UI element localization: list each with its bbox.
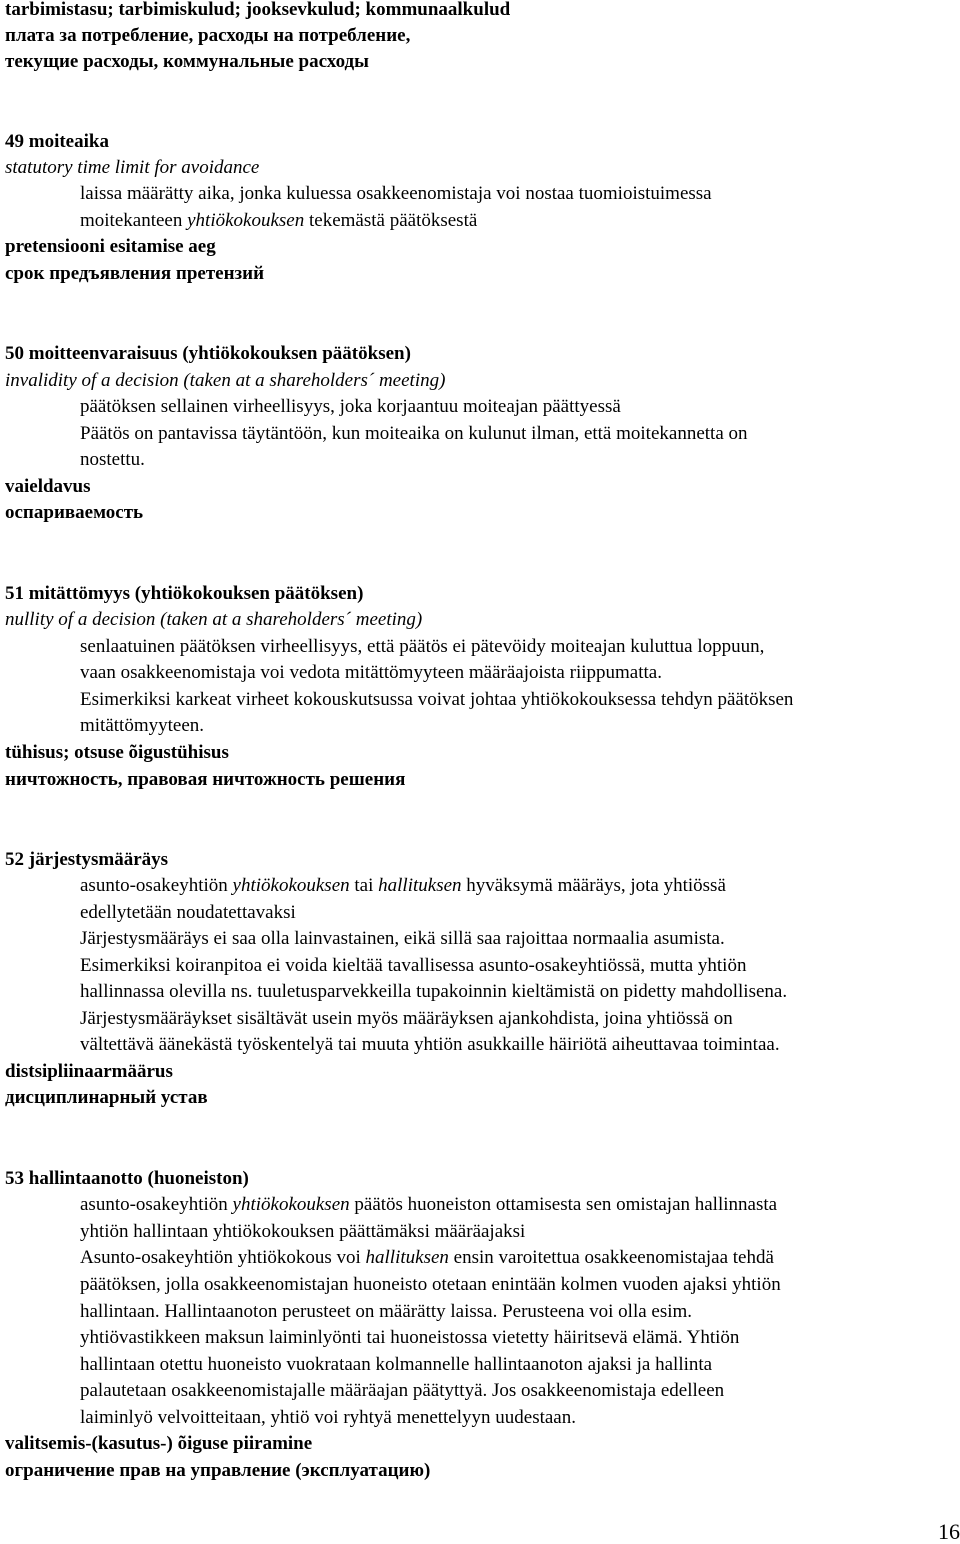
ru-translation: ничтожность, правовая ничтожность решения (5, 769, 406, 790)
example-line: yhtiövastikkeen maksun laiminlyönti tai huoneistossa vietetty häiritsevä elämä. Yhtiön (80, 1327, 740, 1348)
example-line: mitättömyyteen. (80, 715, 205, 736)
et-translation: tühisus; otsuse õigustühisus (5, 742, 229, 763)
example-line: laiminlyö velvoitteitaan, yhtiö voi ryhtyä menettelyyn uudestaan. (80, 1407, 576, 1428)
definition-line: edellytetään noudatettavaksi (80, 902, 296, 923)
et-translation: distsipliinaarmäärus (5, 1061, 173, 1082)
example-line: nostettu. (80, 449, 145, 470)
definition-line: moitekanteen yhtiökokouksen tekemästä päätöksestä (80, 210, 478, 231)
example-line: vältettävä äänekästä työskentelyä tai muuta yhtiön asukkaille häiriötä aiheuttavaa toimintaa. (80, 1034, 780, 1055)
en-term: invalidity of a decision (taken at a shareholders´ meeting) (5, 370, 446, 391)
ru-translation: плата за потребление, расходы на потребление, (5, 25, 411, 46)
example-line: Päätös on pantavissa täytäntöön, kun moiteaika on kulunut ilman, että moitekannetta on (80, 423, 748, 444)
example-line: päätöksen, jolla osakkeenomistajan huoneisto otetaan enintään kolmen vuoden ajaksi yhtiön (80, 1274, 781, 1295)
et-translation: tarbimistasu; tarbimiskulud; jooksevkulud; kommunaalkulud (5, 0, 511, 20)
entry-heading: 49 moiteaika (5, 131, 109, 152)
example-line: palautetaan osakkeenomistajalle määräajan päätyttyä. Jos osakkeenomistaja edelleen (80, 1380, 725, 1401)
entry-heading: 53 hallintaanotto (huoneiston) (5, 1168, 249, 1189)
example-line: hallintaan otettu huoneisto vuokrataan kolmannelle hallintaanoton ajaksi ja hallinta (80, 1354, 713, 1375)
et-translation: vaieldavus (5, 476, 91, 497)
page-number: 16 (938, 1519, 960, 1544)
et-translation: valitsemis-(kasutus-) õiguse piiramine (5, 1433, 313, 1454)
en-term: statutory time limit for avoidance (5, 157, 260, 178)
definition-line: laissa määrätty aika, jonka kuluessa osakkeenomistaja voi nostaa tuomioistuimessa (80, 183, 712, 204)
entry-heading: 51 mitättömyys (yhtiökokouksen päätöksen) (5, 583, 364, 604)
et-translation: pretensiooni esitamise aeg (5, 236, 216, 257)
en-term: nullity of a decision (taken at a shareholders´ meeting) (5, 609, 423, 630)
ru-translation: оспариваемость (5, 502, 144, 523)
example-line: Asunto-osakeyhtiön yhtiökokous voi hallituksen ensin varoitettua osakkeenomistajaa tehdä (80, 1247, 774, 1268)
example-line: Esimerkiksi karkeat virheet kokouskutsussa voivat johtaa yhtiökokouksessa tehdyn päätöksen (80, 689, 794, 710)
definition-line: yhtiön hallintaan yhtiökokouksen päättämäksi määräajaksi (80, 1221, 526, 1242)
definition-line: vaan osakkeenomistaja voi vedota mitättömyyteen määräajoista riippumatta. (80, 662, 662, 683)
example-line: hallintaan. Hallintaanoton perusteet on määrätty laissa. Perusteena voi olla esim. (80, 1301, 693, 1322)
definition-line: päätöksen sellainen virheellisyys, joka korjaantuu moiteajan päättyessä (80, 396, 621, 417)
example-line: Järjestysmääräykset sisältävät usein myös määräyksen ajankohdista, joina yhtiössä on (80, 1008, 733, 1029)
definition-line: senlaatuinen päätöksen virheellisyys, että päätös ei pätevöidy moiteajan kuluttua loppuun, (80, 636, 765, 657)
ru-translation: ограничение прав на управление (эксплуатацию) (5, 1460, 431, 1481)
ru-translation: текущие расходы, коммунальные расходы (5, 51, 369, 72)
example-line: Esimerkiksi koiranpitoa ei voida kieltää tavallisessa asunto-osakeyhtiössä, mutta yhtiön (80, 955, 747, 976)
entry-heading: 50 moitteenvaraisuus (yhtiökokouksen päätöksen) (5, 343, 411, 364)
definition-line: asunto-osakeyhtiön yhtiökokouksen päätös huoneiston ottamisesta sen omistajan hallinnasta (80, 1194, 778, 1215)
example-line: Järjestysmääräys ei saa olla lainvastainen, eikä sillä saa rajoittaa normaalia asumista. (80, 928, 725, 949)
definition-line: asunto-osakeyhtiön yhtiökokouksen tai hallituksen hyväksymä määräys, jota yhtiössä (80, 875, 726, 896)
entry-heading: 52 järjestysmääräys (5, 849, 169, 870)
ru-translation: дисциплинарный устав (5, 1087, 208, 1108)
ru-translation: срок предъявления претензий (5, 263, 265, 284)
example-line: hallinnassa olevilla ns. tuuletusparvekkeilla tupakoinnin kieltämistä on pidetty mahdollisena. (80, 981, 788, 1002)
